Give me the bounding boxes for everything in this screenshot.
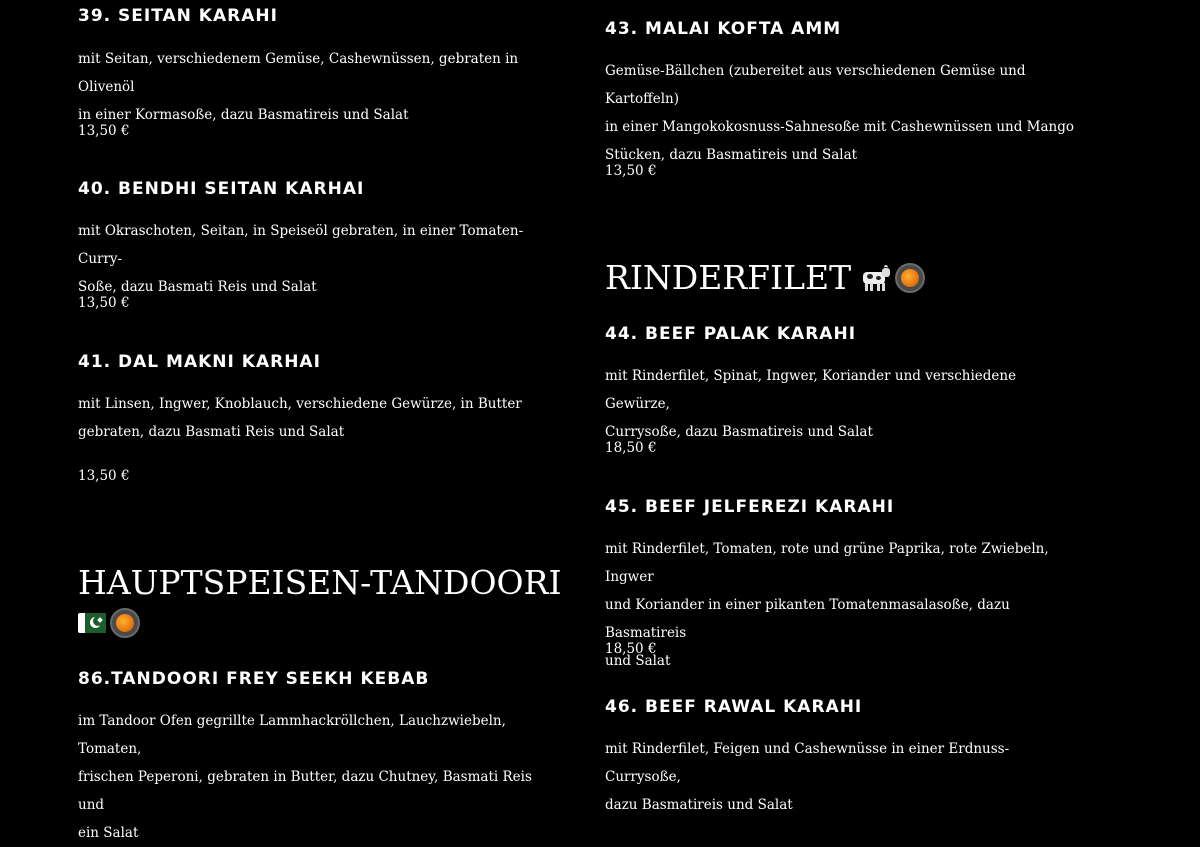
cow-icon	[857, 264, 891, 292]
menu-item-description: mit Okraschoten, Seitan, in Speiseöl gebraten, in einer Tomaten-Curry- Soße, dazu Basmati Reis und Salat	[78, 223, 524, 295]
menu-item-description: mit Seitan, verschiedenem Gemüse, Cashewnüssen, gebraten in Olivenöl in einer Kormasoße, dazu Basmatireis und Salat	[78, 51, 519, 123]
menu-item-description: im Tandoor Ofen gegrillte Lammhackröllchen, Lauchzwiebeln, Tomaten, frischen Peperoni, gebraten in Butter, dazu Chutney, Basmati Reis und ein Salat	[78, 713, 532, 841]
section-title: RINDERFILET	[605, 258, 852, 297]
section-title: HAUPTSPEISEN-TANDOORI	[78, 563, 562, 602]
menu-item-description: Gemüse-Bällchen (zubereitet aus verschiedenen Gemüse und Kartoffeln) in einer Mangokokosnuss-Sahnesoße mit Cashewnüssen und Mango Stücken, dazu Basmatireis und Salat	[605, 63, 1075, 163]
menu-item-title: 86.TANDOORI FREY SEEKH KEBAB	[78, 669, 430, 689]
menu-item-title: 41. DAL MAKNI KARHAI	[78, 352, 321, 372]
menu-item-price: 13,50 €	[78, 123, 130, 139]
menu-item	[78, 4, 278, 28]
menu-item-price: 13,50 €	[605, 163, 657, 179]
curry-bowl-icon	[110, 608, 140, 638]
section-icons	[857, 263, 925, 293]
pakistan-flag-icon	[78, 613, 106, 633]
menu-item-price: 13,50 €	[78, 295, 130, 311]
menu-item-description: mit Linsen, Ingwer, Knoblauch, verschiedene Gewürze, in Butter gebraten, dazu Basmati Reis und Salat	[78, 396, 522, 440]
menu-item-title: 43. MALAI KOFTA AMM	[605, 19, 842, 39]
menu-item-price: 13,50 €	[78, 468, 130, 484]
curry-bowl-icon	[895, 263, 925, 293]
menu-item-title: 39. SEITAN KARAHI	[78, 6, 278, 26]
section-header	[605, 257, 925, 299]
menu-item-title: 40. BENDHI SEITAN KARHAI	[78, 179, 365, 199]
menu-item-title: 46. BEEF RAWAL KARAHI	[605, 697, 863, 717]
menu-item-price: 18,50 €	[605, 641, 657, 657]
menu-item-title: 44. BEEF PALAK KARAHI	[605, 324, 857, 344]
menu-item-description: mit Rinderfilet, Feigen und Cashewnüsse in einer Erdnuss-Currysoße, dazu Basmatireis und Salat	[605, 741, 1010, 813]
menu-item-price: 18,50 €	[605, 440, 657, 456]
menu-item-title: 45. BEEF JELFEREZI KARAHI	[605, 497, 895, 517]
menu-item-description: mit Rinderfilet, Tomaten, rote und grüne Paprika, rote Zwiebeln, Ingwer und Koriander in einer pikanten Tomatenmasalasoße, dazu Basmatireis und Salat	[605, 541, 1049, 669]
menu-item-description: mit Rinderfilet, Spinat, Ingwer, Koriander und verschiedene Gewürze, Currysoße, dazu Basmatireis und Salat	[605, 368, 1017, 440]
section-icons	[78, 608, 140, 638]
